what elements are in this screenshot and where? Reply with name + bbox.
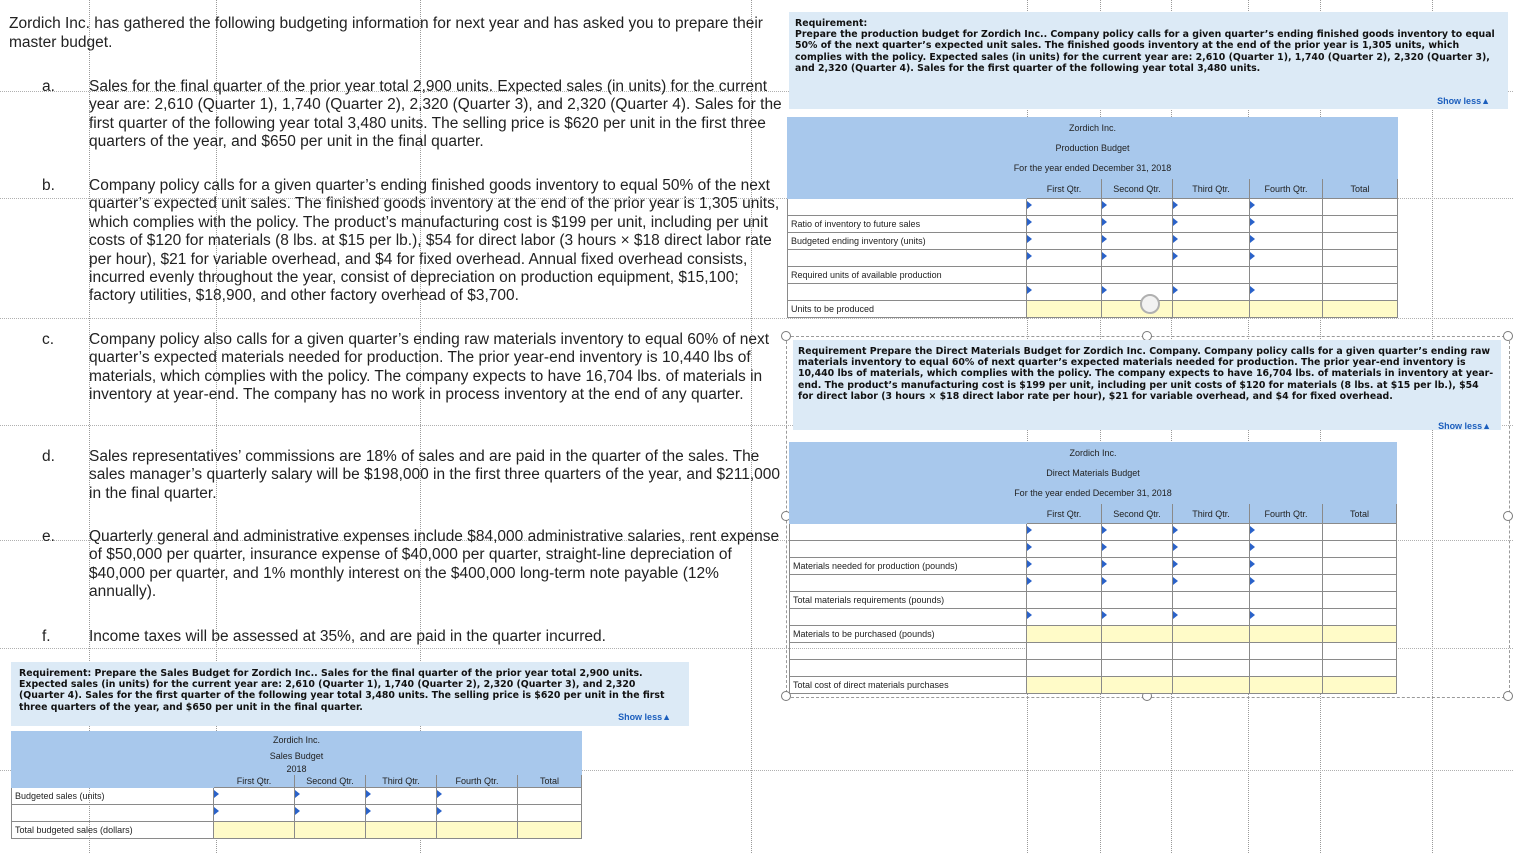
- input-cell[interactable]: [1323, 541, 1397, 558]
- row-label: Total cost of direct materials purchases: [790, 677, 1027, 694]
- row-label: Budgeted sales (units): [12, 788, 214, 805]
- input-cell[interactable]: [1323, 609, 1397, 626]
- item-text: Income taxes will be assessed at 35%, and are paid in the quarter incurred.: [89, 628, 606, 645]
- sales-show-less-link[interactable]: Show less▲: [618, 711, 671, 722]
- materials-show-less-link[interactable]: Show less▲: [1438, 421, 1491, 431]
- table-row: [790, 558, 1397, 575]
- production-col-total: Total: [1323, 179, 1398, 199]
- row-label: Required units of available production: [788, 267, 1027, 284]
- item-letter: e.: [42, 528, 55, 545]
- input-cell[interactable]: [1173, 216, 1250, 233]
- input-cell[interactable]: [1323, 575, 1397, 592]
- input-cell[interactable]: [1323, 643, 1397, 660]
- input-cell[interactable]: [1102, 284, 1173, 301]
- production-requirement-text: [795, 18, 1495, 74]
- table-row: [788, 284, 1398, 301]
- production-col-q4: Fourth Qtr.: [1250, 179, 1323, 199]
- materials-col-q4: Fourth Qtr.: [1250, 504, 1323, 524]
- materials-col-q3: Third Qtr.: [1173, 504, 1250, 524]
- input-cell[interactable]: [295, 805, 366, 822]
- total-cell[interactable]: [214, 822, 295, 839]
- materials-period: For the year ended December 31, 2018: [790, 483, 1397, 504]
- table-row: [790, 677, 1397, 694]
- input-cell[interactable]: [1102, 233, 1173, 250]
- input-cell[interactable]: [1027, 524, 1102, 541]
- row-label: Total budgeted sales (dollars): [12, 822, 214, 839]
- materials-title: Direct Materials Budget: [790, 463, 1397, 483]
- sales-budget-table: [11, 731, 582, 839]
- table-row: [790, 609, 1397, 626]
- row-label: [790, 524, 1027, 541]
- input-cell[interactable]: [1250, 216, 1323, 233]
- table-row: [12, 822, 582, 839]
- total-cell[interactable]: [1027, 677, 1102, 694]
- sales-col-q2: Second Qtr.: [295, 775, 366, 788]
- input-cell[interactable]: [214, 805, 295, 822]
- input-cell[interactable]: [1102, 609, 1173, 626]
- input-cell[interactable]: [1250, 660, 1323, 677]
- input-cell[interactable]: [1173, 592, 1250, 609]
- item-letter: d.: [42, 448, 55, 465]
- sales-col-total: Total: [518, 775, 582, 788]
- table-row: [788, 233, 1398, 250]
- row-label: Materials to be purchased (pounds): [790, 626, 1027, 643]
- table-row: [788, 250, 1398, 267]
- table-row: [790, 575, 1397, 592]
- table-row: [790, 592, 1397, 609]
- item-letter: a.: [42, 78, 55, 95]
- input-cell[interactable]: [1323, 250, 1398, 267]
- input-cell[interactable]: [1102, 592, 1173, 609]
- total-cell[interactable]: [1102, 626, 1173, 643]
- input-cell[interactable]: [1027, 660, 1102, 677]
- requirement-body: Prepare the production budget for Zordich Inc.. Company policy calls for a given quarter’s ending finished goods inventory to equal 50% of the next quarter’s expected unit sales. The finished goods inventory at the end of the prior year is 1,305 units, which complies with the policy. Expected sales (in units) for the current year are: 2,610 (Quarter 1), 1,740 (Quarter 2), 2,320 (Quarter 3), and 2,320 (Quarter 4). Sales for the first quarter of the following year total 3,480 units.: [795, 29, 1495, 74]
- input-cell[interactable]: [1173, 284, 1250, 301]
- table-row: [790, 524, 1397, 541]
- resize-handle[interactable]: [1503, 331, 1513, 341]
- input-cell[interactable]: [1250, 250, 1323, 267]
- total-cell[interactable]: [1027, 301, 1102, 318]
- input-cell[interactable]: [1102, 541, 1173, 558]
- input-cell[interactable]: [1173, 558, 1250, 575]
- production-show-less-link[interactable]: Show less▲: [1437, 96, 1490, 106]
- materials-col-q2: Second Qtr.: [1102, 504, 1173, 524]
- input-cell[interactable]: [1173, 199, 1250, 216]
- item-letter: b.: [42, 177, 55, 194]
- input-cell[interactable]: [1173, 541, 1250, 558]
- input-cell[interactable]: [1250, 609, 1323, 626]
- input-cell[interactable]: [1250, 541, 1323, 558]
- sales-title: Sales Budget: [12, 748, 582, 764]
- input-cell[interactable]: [1102, 216, 1173, 233]
- row-label: Budgeted ending inventory (units): [788, 233, 1027, 250]
- row-label: [790, 660, 1027, 677]
- input-cell[interactable]: [1250, 524, 1323, 541]
- table-row: [788, 216, 1398, 233]
- materials-requirement-text: Requirement Prepare the Direct Materials Budget for Zordich Inc. Company. Company policy calls for a given quarter’s ending raw materials inventory to equal 60% of next quarter’s expected materials needed for production. The prior year-end inventory is 10,440 lbs of materials, which complies with the policy. The company expects to have 16,704 lbs. of materials in inventory at year-end. The product’s manufacturing cost is $199 per unit, including per unit costs of $120 for materials (8 lbs. at $15 per lb.), $54 for direct labor (3 hours × $18 direct labor rate per hour), $21 for variable overhead, and $4 for fixed overhead.: [798, 346, 1494, 402]
- input-cell[interactable]: [1027, 216, 1102, 233]
- input-cell[interactable]: [366, 788, 437, 805]
- item-text: Quarterly general and administrative expenses include $84,000 administrative salaries, rent expense of $50,000 per quarter, insurance expense of $40,000 per quarter, straight-line depreciation of $40,000 per quarter, and 1% monthly interest on the $400,000 long-term note payable (12% annually).: [89, 528, 780, 601]
- input-cell[interactable]: [1027, 541, 1102, 558]
- sales-requirement-box: [11, 662, 689, 726]
- input-cell[interactable]: [1102, 575, 1173, 592]
- input-cell[interactable]: [295, 788, 366, 805]
- row-label: [790, 643, 1027, 660]
- total-cell[interactable]: [1102, 301, 1173, 318]
- input-cell[interactable]: [1323, 284, 1398, 301]
- input-cell[interactable]: [1250, 592, 1323, 609]
- production-col-q3: Third Qtr.: [1173, 179, 1250, 199]
- row-label: [790, 541, 1027, 558]
- input-cell[interactable]: [1323, 199, 1398, 216]
- problem-intro: Zordich Inc. has gathered the following budgeting information for next year and has asked you to prepare their master budget.: [9, 15, 763, 51]
- row-label: [788, 284, 1027, 301]
- production-period: For the year ended December 31, 2018: [788, 158, 1398, 179]
- item-text: Sales for the final quarter of the prior year total 2,900 units. Expected sales (in units) for the current year are: 2,610 (Quarter 1), 1,740 (Quarter 2), 2,320 (Quarter 3), and 2,320 (Quarter 4). Sales for the first quarter of the following year total 3,480 units. The selling price is $620 per unit in the first three quarters of the year, and $650 per unit in the final quarter.: [89, 78, 782, 151]
- row-label: [788, 199, 1027, 216]
- sales-col-q1: First Qtr.: [214, 775, 295, 788]
- production-budget-table: [787, 117, 1398, 318]
- table-row: [12, 788, 582, 805]
- materials-requirement-box: [793, 340, 1501, 430]
- table-row: [790, 660, 1397, 677]
- table-row: [12, 805, 582, 822]
- input-cell[interactable]: [1027, 284, 1102, 301]
- row-label: Units to be produced: [788, 301, 1027, 318]
- resize-handle[interactable]: [781, 331, 791, 341]
- table-row: [790, 541, 1397, 558]
- total-cell[interactable]: [437, 822, 518, 839]
- row-label: Total materials requirements (pounds): [790, 592, 1027, 609]
- input-cell[interactable]: [1173, 233, 1250, 250]
- materials-col-total: Total: [1323, 504, 1397, 524]
- input-cell[interactable]: [1173, 524, 1250, 541]
- sales-company: Zordich Inc.: [12, 732, 582, 748]
- input-cell[interactable]: [1027, 250, 1102, 267]
- input-cell[interactable]: [1027, 199, 1102, 216]
- materials-company: Zordich Inc.: [790, 443, 1397, 463]
- input-cell[interactable]: [1323, 558, 1397, 575]
- row-label: Ratio of inventory to future sales: [788, 216, 1027, 233]
- table-row: [788, 301, 1398, 318]
- input-cell[interactable]: [1102, 558, 1173, 575]
- row-label: [788, 250, 1027, 267]
- input-cell[interactable]: [1323, 233, 1398, 250]
- input-cell[interactable]: [1173, 267, 1250, 284]
- sales-col-q4: Fourth Qtr.: [437, 775, 518, 788]
- item-text: Sales representatives’ commissions are 18% of sales and are paid in the quarter of the sales. The sales manager’s quarterly salary will be $198,000 in the first three quarters of the year, and $211,000 in the final quarter.: [89, 448, 781, 502]
- item-text: Company policy also calls for a given quarter’s ending raw materials inventory to equal 60% of next quarter’s expected materials needed for production. The prior year-end inventory is 10,440 lbs of materials, which complies with the policy. The company expects to have 16,704 lbs. of materials in inventory at year-end. The company has no work in process inventory at the end of any quarter.: [89, 331, 770, 404]
- row-label: [790, 575, 1027, 592]
- total-cell[interactable]: [1323, 626, 1397, 643]
- total-cell[interactable]: [1173, 677, 1250, 694]
- production-title: Production Budget: [788, 138, 1398, 158]
- input-cell[interactable]: [1323, 660, 1397, 677]
- production-col-q2: Second Qtr.: [1102, 179, 1173, 199]
- input-cell[interactable]: [1250, 199, 1323, 216]
- materials-budget-table: [789, 442, 1397, 694]
- refresh-icon[interactable]: [1140, 294, 1160, 314]
- input-cell[interactable]: [1250, 575, 1323, 592]
- materials-col-q1: First Qtr.: [1027, 504, 1102, 524]
- input-cell[interactable]: [1102, 267, 1173, 284]
- total-cell[interactable]: [1323, 677, 1397, 694]
- input-cell[interactable]: [1173, 643, 1250, 660]
- input-cell[interactable]: [1250, 233, 1323, 250]
- input-cell[interactable]: [1027, 558, 1102, 575]
- total-cell[interactable]: [1250, 301, 1323, 318]
- production-company: Zordich Inc.: [788, 118, 1398, 138]
- input-cell[interactable]: [1173, 660, 1250, 677]
- input-cell[interactable]: [1250, 558, 1323, 575]
- input-cell[interactable]: [1173, 250, 1250, 267]
- input-cell[interactable]: [437, 788, 518, 805]
- total-cell[interactable]: [366, 822, 437, 839]
- table-row: [788, 199, 1398, 216]
- input-cell[interactable]: [1173, 575, 1250, 592]
- requirement-label: Requirement:: [795, 18, 868, 29]
- resize-handle[interactable]: [1503, 691, 1513, 701]
- input-cell[interactable]: [1250, 284, 1323, 301]
- row-label: [12, 805, 214, 822]
- input-cell[interactable]: [366, 805, 437, 822]
- input-cell[interactable]: [1173, 609, 1250, 626]
- input-cell[interactable]: [437, 805, 518, 822]
- input-cell[interactable]: [1250, 267, 1323, 284]
- total-cell[interactable]: [1323, 301, 1398, 318]
- total-cell[interactable]: [295, 822, 366, 839]
- total-cell[interactable]: [1173, 301, 1250, 318]
- input-cell[interactable]: [1102, 643, 1173, 660]
- row-label: [790, 609, 1027, 626]
- input-cell[interactable]: [214, 788, 295, 805]
- table-row: [790, 643, 1397, 660]
- sales-period: 2018: [12, 764, 582, 775]
- total-cell[interactable]: [1027, 626, 1102, 643]
- item-letter: c.: [42, 331, 55, 348]
- input-cell[interactable]: [1027, 592, 1102, 609]
- total-cell[interactable]: [1250, 677, 1323, 694]
- total-cell[interactable]: [1173, 626, 1250, 643]
- input-cell[interactable]: [1027, 267, 1102, 284]
- input-cell[interactable]: [518, 805, 582, 822]
- input-cell[interactable]: [518, 788, 582, 805]
- table-row: [788, 267, 1398, 284]
- resize-handle[interactable]: [1503, 511, 1513, 521]
- input-cell[interactable]: [1027, 575, 1102, 592]
- input-cell[interactable]: [1102, 250, 1173, 267]
- input-cell[interactable]: [1250, 643, 1323, 660]
- production-requirement-box: [789, 12, 1508, 109]
- input-cell[interactable]: [1102, 199, 1173, 216]
- input-cell[interactable]: [1102, 524, 1173, 541]
- total-cell[interactable]: [1102, 677, 1173, 694]
- item-text: Company policy calls for a given quarter’s ending finished goods inventory to equal 50% of the next quarter’s expected unit sales. The finished goods inventory at the end of the prior year is 1,305 units, which complies with the policy. The product’s manufacturing cost is $199 per unit, including per unit costs of $120 for materials (8 lbs. at $15 per lb.), $54 for direct labor (3 hours × $18 direct labor rate per hour), $21 for variable overhead, and $4 for fixed overhead. Annual fixed overhead consists, incurred evenly throughout the year, consist of depreciation on production equipment, $15,100; factory utilities, $18,900, and other factory overhead of $3,700.: [89, 177, 780, 305]
- sales-requirement-text: Requirement: Prepare the Sales Budget for Zordich Inc.. Sales for the final quarter of the prior year total 2,900 units. Expected sales (in units) for the current year are: 2,610 (Quarter 1), 1,740 (Quarter 2), 2,320 (Quarter 3), and 2,320 (Quarter 4). Sales for the first quarter of the following year total 3,480 units. The selling price is $620 per unit in the first three quarters of the year, and $650 per unit in the final quarter.: [19, 668, 665, 713]
- production-col-q1: First Qtr.: [1027, 179, 1102, 199]
- input-cell[interactable]: [1323, 592, 1397, 609]
- input-cell[interactable]: [1323, 524, 1397, 541]
- input-cell[interactable]: [1102, 660, 1173, 677]
- sales-col-q3: Third Qtr.: [366, 775, 437, 788]
- input-cell[interactable]: [1027, 233, 1102, 250]
- item-letter: f.: [42, 628, 51, 645]
- input-cell[interactable]: [1323, 216, 1398, 233]
- input-cell[interactable]: [1027, 609, 1102, 626]
- input-cell[interactable]: [1323, 267, 1398, 284]
- table-row: [790, 626, 1397, 643]
- total-cell[interactable]: [518, 822, 582, 839]
- input-cell[interactable]: [1027, 643, 1102, 660]
- row-label: Materials needed for production (pounds): [790, 558, 1027, 575]
- total-cell[interactable]: [1250, 626, 1323, 643]
